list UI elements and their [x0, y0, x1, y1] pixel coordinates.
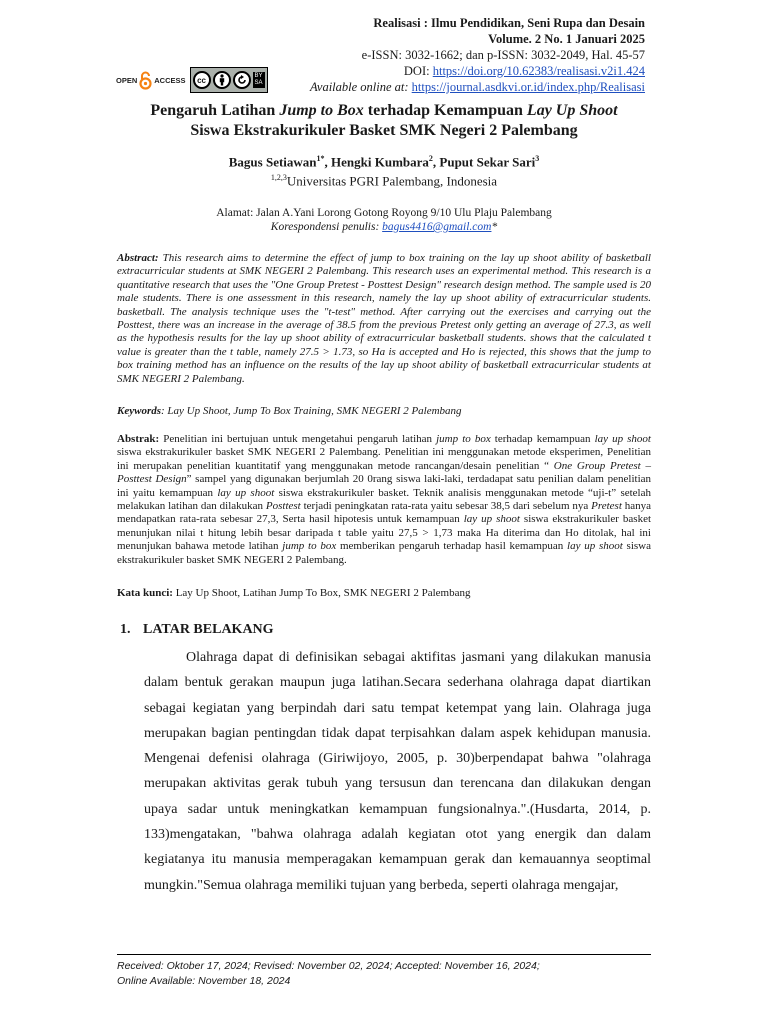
journal-link[interactable]: https://journal.asdkvi.or.id/index.php/Realisasi [411, 80, 645, 94]
doi-link[interactable]: https://doi.org/10.62383/realisasi.v2i1.424 [432, 64, 645, 78]
section-title: LATAR BELAKANG [143, 622, 274, 637]
journal-issn: e-ISSN: 3032-1662; dan p-ISSN: 3032-2049, Hal. 45-57 [361, 48, 645, 62]
author-email-link[interactable]: bagus4416@gmail.com [382, 221, 492, 233]
attribution-icon [213, 71, 231, 89]
body-paragraph-text: Olahraga dapat di definisikan sebagai aktifitas jasmani yang dilakukan manusia dalam bentuk gerakan maupun juga latihan.Secara sederhana olahraga dapat diartikan sebagai kegiatan yang berpindah dari satu tempat ketempat yang lain. Olahraga juga merupakan bagian pentingdan tidak dapat terpisahkan dalam aspek kehidupan manusia. Mengenai defenisi olahraga (Giriwijoyo, 2005, p. 30)berpendapat bahwa "olahraga merupakan aktivitas gerak tubuh yang tersusun dan terencana dan dilakukan dengan upaya sadar untuk meningkatkan kemampuan fungsionalnya.".(Husdarta, 2014, p. 133)mengatakan, "bahwa olahraga adalah kegiatan otot yang energik dan dalam kegiatanya itu manusia memperagakan kemampuan gerak dan kemauannya seoptimal mungkin."Semua olahraga memiliki tujuan yang berbeda, seperti olahraga mengajar, [144, 650, 651, 893]
by-sa-label [253, 72, 265, 88]
creative-commons-badge[interactable] [190, 67, 268, 93]
doi-label: DOI: [403, 64, 433, 78]
cc-icon: cc [193, 71, 211, 89]
share-alike-arrow-icon [236, 74, 248, 86]
license-logos [116, 66, 268, 94]
address: Alamat: Jalan A.Yani Lorong Gotong Royong 9/10 Ulu Plaju Palembang [216, 207, 552, 219]
abstract-indonesian: Abstrak: Penelitian ini bertujuan untuk mengetahui pengaruh latihan jump to box terhadap kemampuan lay up shoot siswa ekstrakurikuler basket SMK NEGERI 2 Palembang. Penelitian ini menggunakan metode eksperimen, Penelitian ini merupakan penelitian kuantitatif yang menggunakan metode rancangan/desain penelitian “ One Group Pretest – Posttest Design” sampel yang digunakan berjumlah 20 0rang siswa laki-laki, terdadapat satu penilian dalam penelitian ini yaitu kemampuan lay up shoot siswa ekstrakurikuler basket. Teknik analisis menggunakan metode “uji-t” setelah melakukan latihan dan dilakukan Posttest terjadi peningkatan rata-rata yaitu sebesar 38,5 dari sebelum nya Pretest hanya mendapatkan rata-rata sebesar 27,3, Serta hasil hipotesis untuk kemampuan lay up shoot siswa ekstrakurikuler basket menunjukan nilai t hitung lebih besar daripada t table yaitu 27,5 > 1,73 maka Ha diterima dan Ho ditolak, hal ini menunjukan bahawa metode latihan jump to box memberikan pengaruh terhadap hasil kemampuan lay up shoot siswa ekstrakurikuler basket SMK NEGERI 2 Palembang. [117, 433, 652, 566]
by-text: BY [254, 73, 263, 79]
correspondence: Korespondensi penulis: bagus4416@gmail.com* [270, 221, 498, 233]
person-icon [217, 74, 227, 86]
title-line-2: Siswa Ekstrakurikuler Basket SMK Negeri 2 Palembang [190, 122, 578, 139]
abstrak-label: Abstrak: [117, 433, 160, 445]
abstract-english [117, 252, 651, 386]
affiliation: $^{1,2,3}$Universitas PGRI Palembang, Indonesia [270, 173, 498, 189]
title-line-1: Pengaruh Latihan Jump to Box terhadap Kemampuan Lay Up Shoot [150, 102, 618, 119]
keywords-indonesian: Kata kunci: Lay Up Shoot, Latihan Jump To Box, SMK NEGERI 2 Palembang [117, 587, 471, 599]
footer-divider [117, 954, 651, 955]
sa-text: SA [254, 80, 263, 86]
review-dates: Received: Oktober 17, 2024; Revised: November 02, 2024; Accepted: November 16, 2024; [117, 960, 540, 972]
open-access-word-access: ACCESS [154, 75, 186, 85]
online-date: Online Available: November 18, 2024 [117, 975, 291, 987]
abstract-english-text: This research aims to determine the effect of jump to box training on the lay up shoot ability of basketball extracurricular students at SMK NEGERI 2 Palembang. This research uses an experimental method. This research is a quantitative research that uses the "One Group Pretest - Posttest Design" research design method. The sample used is 20 male students. There is one assessment in this research, namely the lay up shoot ability of extracurricular students. basketball. The analysis technique uses the "t-test" method. After carrying out the exercises and carrying out the Posttest, there was an increase in the average of 38.5 from the previous Pretest only getting an average of 27.3, as well as the hypothesis results for the lay up shoot ability of extracurricular basketball students. shows that the calculated t value is greater than the t table, namely 27.5 > 1.73, so Ha is accepted and Ho is rejected, this shows that the jump to box training method has an influence on the results of the lay up shoot ability of basketball extracurricular students at SMK NEGERI 2 Palembang. [117, 252, 651, 385]
share-alike-icon [233, 71, 251, 89]
abstract-label: Abstract: [117, 252, 159, 264]
available-label: Available online at: [309, 80, 412, 94]
publication-dates [117, 959, 540, 989]
body-paragraph [144, 645, 651, 898]
journal-name: Realisasi : Ilmu Pendidikan, Seni Rupa dan Desain [373, 16, 645, 30]
open-access-lock-icon [139, 71, 152, 90]
author-list: Bagus Setiawan$^{1*}$, Hengki Kumbara$^2$, Puput Sekar Sari$^3$ [228, 154, 540, 170]
open-access-logo [116, 71, 186, 90]
section-heading [120, 622, 274, 638]
open-access-word-open: OPEN [116, 75, 138, 85]
paper-title [0, 101, 768, 141]
section-number: 1. [120, 622, 131, 637]
journal-volume: Volume. 2 No. 1 Januari 2025 [488, 32, 645, 46]
keywords-english: Keywords: Lay Up Shoot, Jump To Box Training, SMK NEGERI 2 Palembang [117, 405, 462, 417]
